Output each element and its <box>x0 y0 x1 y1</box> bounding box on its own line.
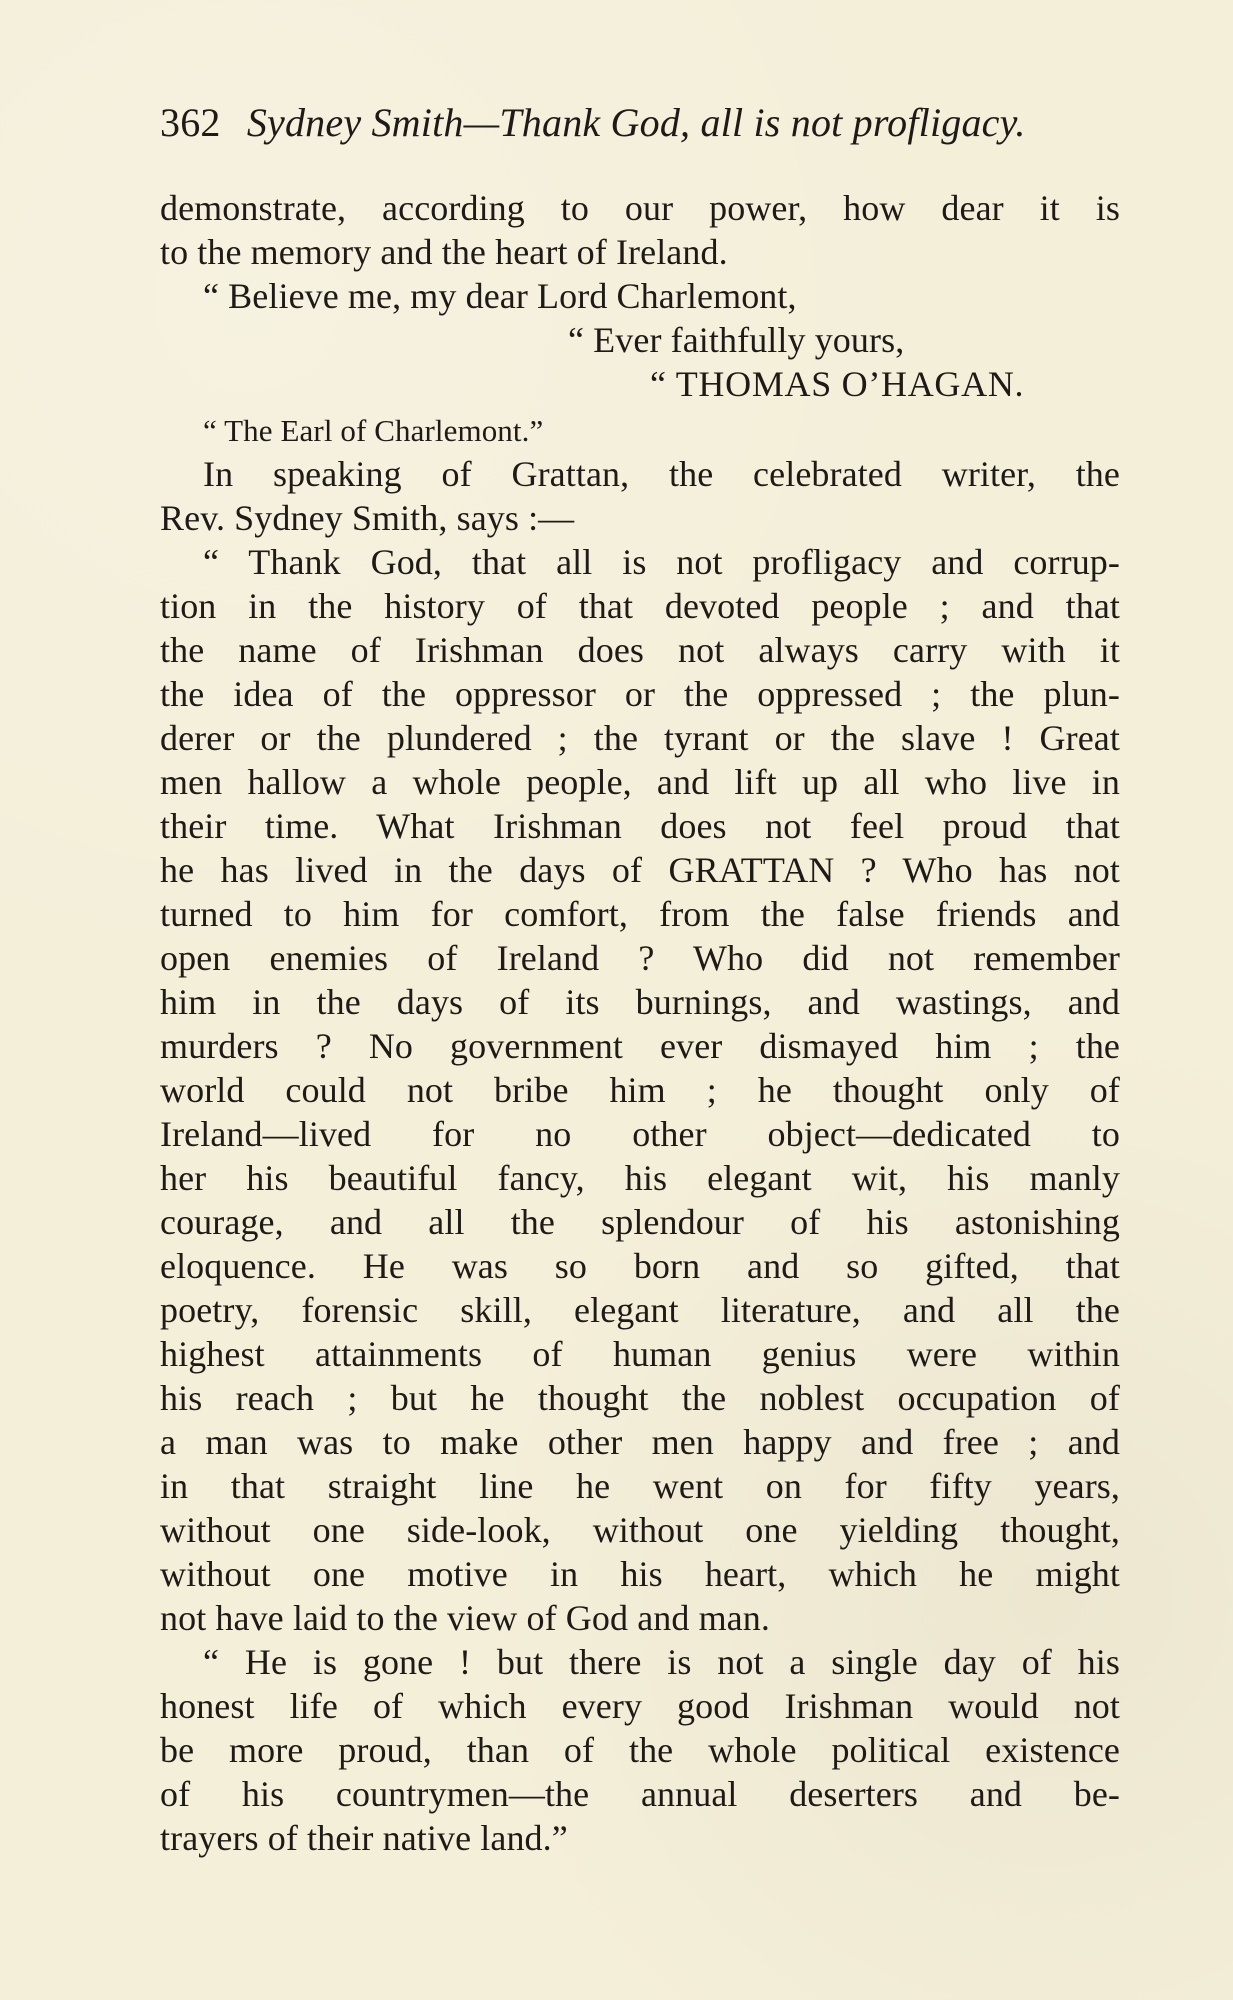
quote-line-21: a man was to make other men happy and free ; and <box>160 1422 1120 1462</box>
final-quote-line-4: of his countrymen—the annual deserters and be- <box>160 1774 1120 1814</box>
paragraph-line-2: Rev. Sydney Smith, says :— <box>160 498 575 538</box>
quote-line-6: men hallow a whole people, and lift up all who live in <box>160 762 1120 802</box>
final-quote-line-3: be more proud, than of the whole political existence <box>160 1730 1120 1770</box>
quote-line-22: in that straight line he went on for fifty years, <box>160 1466 1120 1506</box>
quote-line-9: turned to him for comfort, from the false friends and <box>160 894 1120 934</box>
recipient-line: “ The Earl of Charlemont.” <box>203 413 544 448</box>
final-quote-line-5: trayers of their native land.” <box>160 1818 568 1858</box>
quote-line-20: his reach ; but he thought the noblest occupation of <box>160 1378 1120 1418</box>
salutation-line: “ Believe me, my dear Lord Charlemont, <box>203 276 797 316</box>
quote-line-18: poetry, forensic skill, elegant literature, and all the <box>160 1290 1120 1330</box>
paragraph-line-1: In speaking of Grattan, the celebrated writer, the <box>203 454 1120 494</box>
quote-line-14: Ireland—lived for no other object—dedicated to <box>160 1114 1120 1154</box>
quote-line-19: highest attainments of human genius were within <box>160 1334 1120 1374</box>
quote-line-24: without one motive in his heart, which he might <box>160 1554 1120 1594</box>
text-line-1: demonstrate, according to our power, how dear it is <box>160 188 1120 228</box>
quote-line-8: he has lived in the days of GRATTAN ? Who has not <box>160 850 1120 890</box>
quote-line-2: tion in the history of that devoted people ; and that <box>160 586 1120 626</box>
quote-line-23: without one side-look, without one yielding thought, <box>160 1510 1120 1550</box>
quote-line-4: the idea of the oppressor or the oppressed ; the plun- <box>160 674 1120 714</box>
quote-line-5: derer or the plundered ; the tyrant or the slave ! Great <box>160 718 1120 758</box>
running-head: Sydney Smith—Thank God, all is not profligacy. <box>246 100 1026 145</box>
final-quote-line-2: honest life of which every good Irishman would not <box>160 1686 1120 1726</box>
quote-line-12: murders ? No government ever dismayed him ; the <box>160 1026 1120 1066</box>
signature-line: “ THOMAS O’HAGAN. <box>650 364 1025 404</box>
quote-line-17: eloquence. He was so born and so gifted, that <box>160 1246 1120 1286</box>
quote-line-7: their time. What Irishman does not feel proud that <box>160 806 1120 846</box>
page-header <box>160 98 1120 148</box>
quote-line-16: courage, and all the splendour of his astonishing <box>160 1202 1120 1242</box>
quote-line-15: her his beautiful fancy, his elegant wit, his manly <box>160 1158 1120 1198</box>
closing-line: “ Ever faithfully yours, <box>568 320 905 360</box>
quote-line-3: the name of Irishman does not always carry with it <box>160 630 1120 670</box>
quote-line-13: world could not bribe him ; he thought only of <box>160 1070 1120 1110</box>
text-line-2: to the memory and the heart of Ireland. <box>160 232 728 272</box>
page-number: 362 <box>160 100 221 145</box>
quote-line-25: not have laid to the view of God and man. <box>160 1598 770 1638</box>
quote-line-10: open enemies of Ireland ? Who did not remember <box>160 938 1120 978</box>
quote-line-1: “ Thank God, that all is not profligacy and corrup- <box>203 542 1120 582</box>
quote-line-11: him in the days of its burnings, and wastings, and <box>160 982 1120 1022</box>
final-quote-line-1: “ He is gone ! but there is not a single day of his <box>203 1642 1120 1682</box>
